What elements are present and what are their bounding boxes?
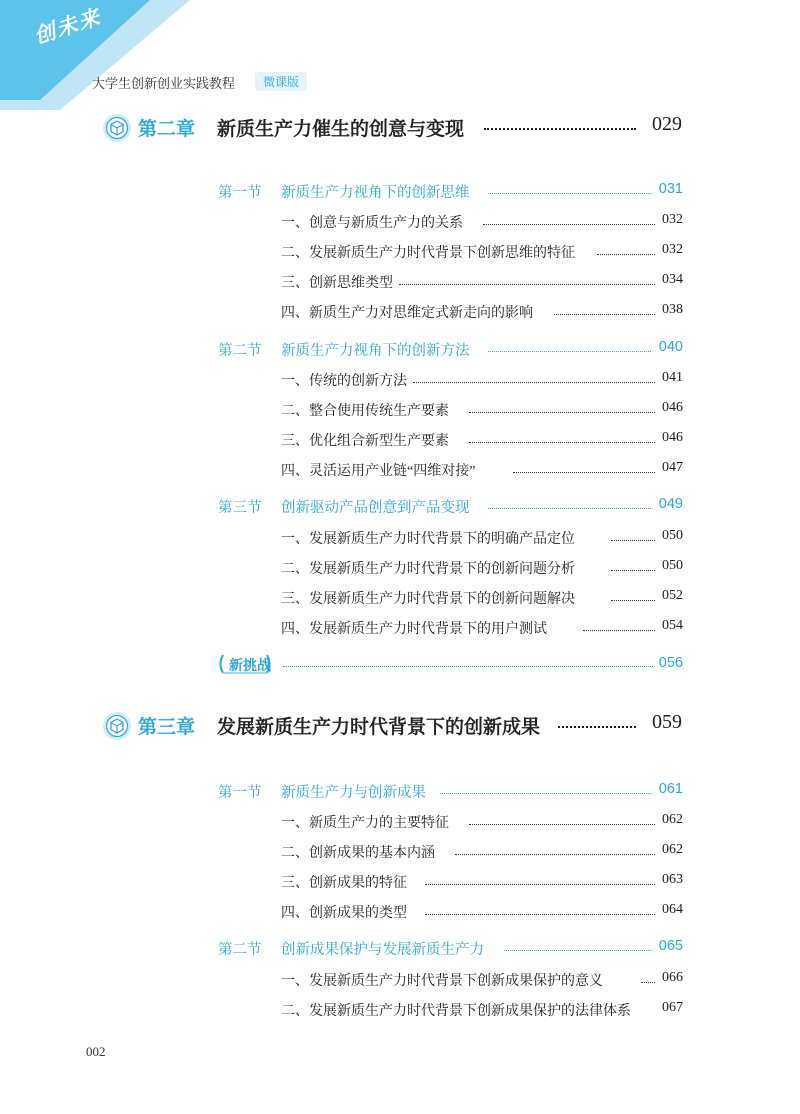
- item-title: 四、创新成果的类型: [281, 906, 407, 921]
- toc-item[interactable]: [281, 458, 683, 480]
- section-title: 创新成果保护与发展新质生产力: [281, 942, 484, 958]
- section-number: 第二节: [218, 343, 262, 359]
- toc-item[interactable]: [281, 368, 683, 390]
- toc-item[interactable]: [281, 240, 683, 262]
- item-page: 041: [662, 370, 683, 385]
- item-page: 063: [662, 872, 683, 887]
- dot-leader: [469, 412, 655, 413]
- item-title: 一、新质生产力的主要特征: [281, 816, 449, 831]
- toc-item[interactable]: [281, 900, 683, 922]
- dot-leader: [483, 224, 655, 225]
- item-title: 一、发展新质生产力时代背景下创新成果保护的意义: [281, 974, 603, 989]
- chapter-title: 新质生产力催生的创意与变现: [217, 119, 465, 140]
- toc-item[interactable]: [281, 586, 683, 608]
- item-title: 二、发展新质生产力时代背景下创新成果保护的法律体系: [281, 1004, 631, 1019]
- dot-leader: [513, 472, 655, 473]
- cube-icon: [102, 113, 132, 143]
- dot-leader: [611, 570, 655, 571]
- item-title: 三、发展新质生产力时代背景下的创新问题解决: [281, 592, 575, 607]
- dot-leader: [641, 982, 655, 983]
- toc-item[interactable]: [281, 968, 683, 990]
- item-page: 052: [662, 588, 683, 603]
- toc-item[interactable]: [281, 616, 683, 638]
- item-page: 050: [662, 528, 683, 543]
- challenge-entry[interactable]: [217, 653, 683, 675]
- item-page: 067: [662, 1000, 683, 1015]
- item-page: 050: [662, 558, 683, 573]
- item-title: 三、创新思维类型: [281, 276, 393, 291]
- section-number: 第一节: [218, 185, 262, 201]
- toc-item[interactable]: [281, 556, 683, 578]
- item-title: 二、创新成果的基本内涵: [281, 846, 435, 861]
- item-title: 一、传统的创新方法: [281, 374, 407, 389]
- dot-leader: [488, 508, 651, 509]
- page-number: 002: [86, 1044, 106, 1059]
- chapter-number: 第二章: [138, 119, 196, 140]
- item-title: 四、灵活运用产业链“四维对接”: [281, 464, 476, 479]
- item-title: 二、发展新质生产力时代背景下创新思维的特征: [281, 246, 575, 261]
- edition-badge: 微课版: [255, 72, 307, 91]
- item-page: 064: [662, 902, 683, 917]
- dot-leader: [469, 442, 655, 443]
- item-page: 046: [662, 400, 683, 415]
- toc-item[interactable]: [281, 810, 683, 832]
- chapter-title: 发展新质生产力时代背景下的创新成果: [217, 717, 541, 738]
- dot-leader: [558, 726, 636, 728]
- chapter-number: 第三章: [138, 717, 196, 738]
- challenge-label: 新挑战: [229, 657, 271, 673]
- item-page: 038: [662, 302, 683, 317]
- item-page: 054: [662, 618, 683, 633]
- toc-item[interactable]: [281, 998, 683, 1020]
- section-number: 第三节: [218, 500, 262, 516]
- cube-icon: [102, 711, 132, 741]
- section-page: 049: [658, 496, 683, 512]
- item-title: 二、发展新质生产力时代背景下的创新问题分析: [281, 562, 575, 577]
- toc-item[interactable]: [281, 270, 683, 292]
- book-title: 大学生创新创业实践教程: [92, 76, 236, 91]
- dot-leader: [283, 666, 653, 667]
- dot-leader: [484, 128, 636, 130]
- section-entry[interactable]: [218, 494, 683, 516]
- chapter-entry[interactable]: [102, 711, 682, 741]
- item-title: 一、发展新质生产力时代背景下的明确产品定位: [281, 532, 575, 547]
- item-title: 四、新质生产力对思维定式新走向的影响: [281, 306, 533, 321]
- section-page: 065: [658, 938, 683, 954]
- dot-leader: [488, 351, 651, 352]
- toc-item[interactable]: [281, 398, 683, 420]
- section-number: 第一节: [218, 785, 262, 801]
- challenge-page: 056: [658, 655, 683, 671]
- dot-leader: [399, 284, 655, 285]
- brand-logo: 创未来: [30, 3, 105, 49]
- dot-leader: [413, 382, 655, 383]
- section-number: 第二节: [218, 942, 262, 958]
- section-title: 新质生产力视角下的创新方法: [281, 343, 470, 359]
- item-title: 三、优化组合新型生产要素: [281, 434, 449, 449]
- dot-leader: [597, 254, 655, 255]
- section-page: 031: [658, 181, 683, 197]
- item-page: 032: [662, 212, 683, 227]
- section-entry[interactable]: [218, 179, 683, 201]
- dot-leader: [455, 854, 655, 855]
- chapter-entry[interactable]: [102, 113, 682, 143]
- item-page: 032: [662, 242, 683, 257]
- dot-leader: [504, 950, 651, 951]
- section-page: 061: [658, 781, 683, 797]
- dot-leader: [469, 824, 655, 825]
- section-title: 创新驱动产品创意到产品变现: [281, 500, 470, 516]
- chapter-page: 029: [652, 113, 682, 135]
- item-page: 046: [662, 430, 683, 445]
- item-page: 034: [662, 272, 683, 287]
- item-title: 二、整合使用传统生产要素: [281, 404, 449, 419]
- toc-item[interactable]: [281, 526, 683, 548]
- item-page: 062: [662, 812, 683, 827]
- section-entry[interactable]: [218, 779, 683, 801]
- toc-item[interactable]: [281, 300, 683, 322]
- dot-leader: [440, 793, 651, 794]
- section-entry[interactable]: [218, 337, 683, 359]
- item-title: 三、创新成果的特征: [281, 876, 407, 891]
- dot-leader: [488, 193, 651, 194]
- toc-item[interactable]: [281, 210, 683, 232]
- section-title: 新质生产力与创新成果: [281, 785, 426, 801]
- dot-leader: [425, 884, 655, 885]
- dot-leader: [583, 630, 655, 631]
- item-page: 066: [662, 970, 683, 985]
- chapter-page: 059: [652, 711, 682, 733]
- section-entry[interactable]: [218, 936, 683, 958]
- toc-item[interactable]: [281, 870, 683, 892]
- dot-leader: [611, 540, 655, 541]
- dot-leader: [554, 314, 655, 315]
- section-title: 新质生产力视角下的创新思维: [281, 185, 470, 201]
- item-title: 四、发展新质生产力时代背景下的用户测试: [281, 622, 547, 637]
- item-title: 一、创意与新质生产力的关系: [281, 216, 463, 231]
- dot-leader: [425, 914, 655, 915]
- dot-leader: [611, 600, 655, 601]
- item-page: 047: [662, 460, 683, 475]
- toc-item[interactable]: [281, 840, 683, 862]
- item-page: 062: [662, 842, 683, 857]
- toc-item[interactable]: [281, 428, 683, 450]
- section-page: 040: [658, 339, 683, 355]
